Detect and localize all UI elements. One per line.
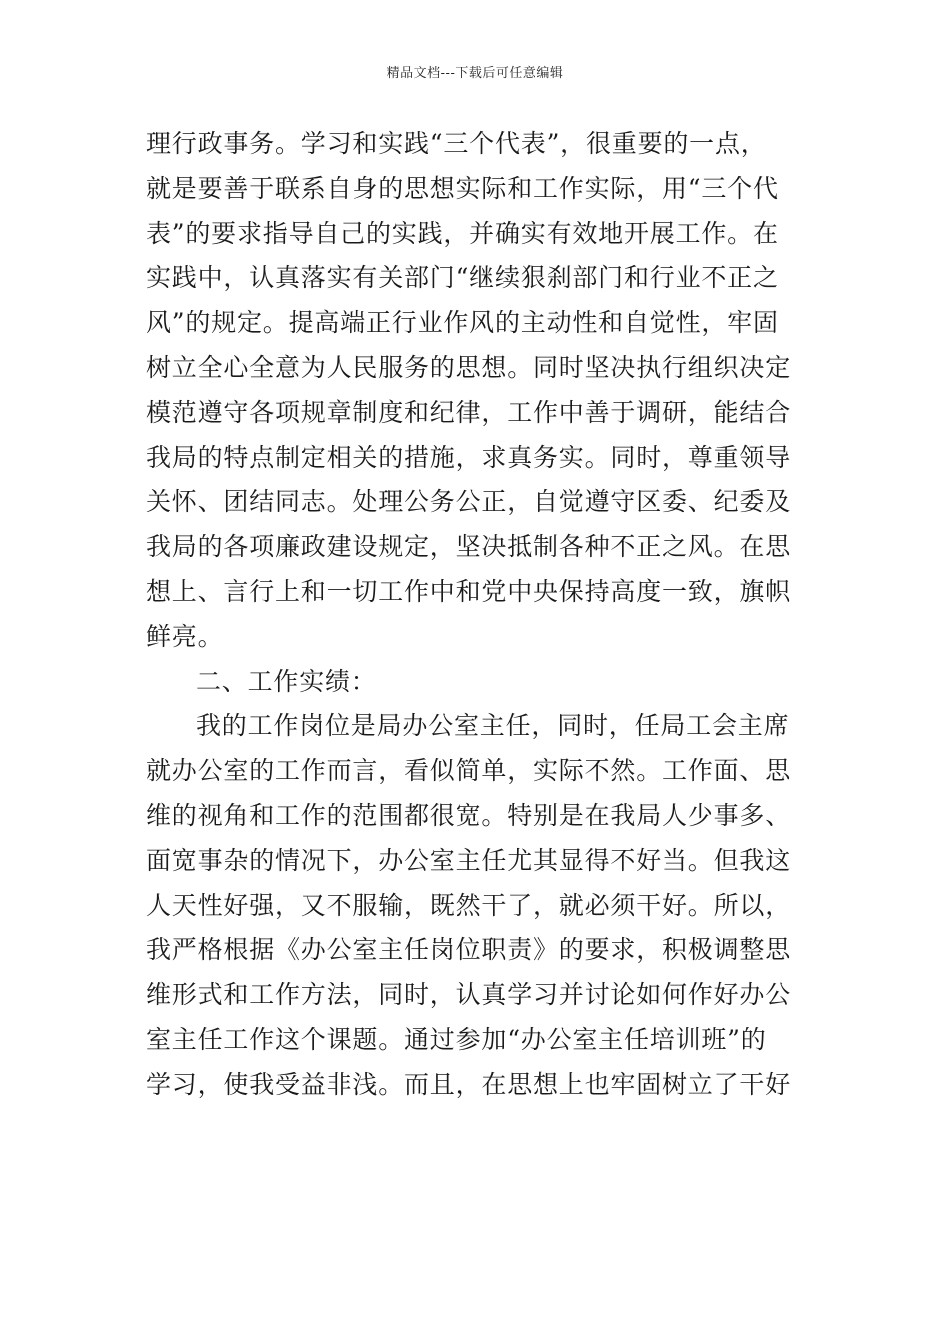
text-line: 风”的规定。提高端正行业作风的主动性和自觉性，牢固	[146, 308, 779, 338]
text-line: 学习，使我受益非浅。而且，在思想上也牢固树立了干好	[146, 1069, 792, 1099]
text-line: 我的工作岗位是局办公室主任，同时，任局工会主席	[196, 711, 790, 741]
text-line: 表”的要求指导自己的实践，并确实有效地开展工作。在	[146, 218, 779, 248]
text-line: 就办公室的工作而言，看似简单，实际不然。工作面、思	[146, 756, 792, 786]
text-line: 我局的各项廉政建设规定，坚决抵制各种不正之风。在思	[146, 532, 792, 562]
text-line: 关怀、团结同志。处理公务公正，自觉遵守区委、纪委及	[146, 487, 792, 517]
text-line: 面宽事杂的情况下，办公室主任尤其显得不好当。但我这	[146, 845, 792, 875]
text-line: 维的视角和工作的范围都很宽。特别是在我局人少事多、	[146, 800, 792, 830]
text-line: 鲜亮。	[146, 621, 224, 651]
text-line: 室主任工作这个课题。通过参加“办公室主任培训班”的	[146, 1024, 767, 1054]
paragraph-work-achievements	[146, 704, 810, 1107]
text-line: 就是要善于联系自身的思想实际和工作实际，用“三个代	[146, 173, 779, 203]
paragraph-ideology	[146, 122, 810, 660]
text-line: 理行政事务。学习和实践“三个代表”，很重要的一点，	[146, 129, 767, 158]
text-line: 维形式和工作方法，同时，认真学习并讨论如何作好办公	[146, 980, 792, 1010]
text-line: 树立全心全意为人民服务的思想。同时坚决执行组织决定	[146, 352, 792, 382]
section-heading: 二、工作实绩：	[196, 666, 377, 696]
document-body	[146, 122, 810, 1108]
text-line: 人天性好强，又不服输，既然干了，就必须干好。所以，	[146, 890, 792, 920]
page-header: 精品文档---下载后可任意编辑	[386, 66, 564, 81]
text-line: 模范遵守各项规章制度和纪律，工作中善于调研，能结合	[146, 397, 792, 427]
text-line: 实践中，认真落实有关部门“继续狠刹部门和行业不正之	[146, 263, 779, 293]
text-line: 我局的特点制定相关的措施，求真务实。同时，尊重领导	[146, 442, 792, 472]
text-line: 我严格根据《办公室主任岗位职责》的要求，积极调整思	[146, 935, 792, 965]
text-line: 想上、言行上和一切工作中和党中央保持高度一致，旗帜	[146, 576, 792, 606]
